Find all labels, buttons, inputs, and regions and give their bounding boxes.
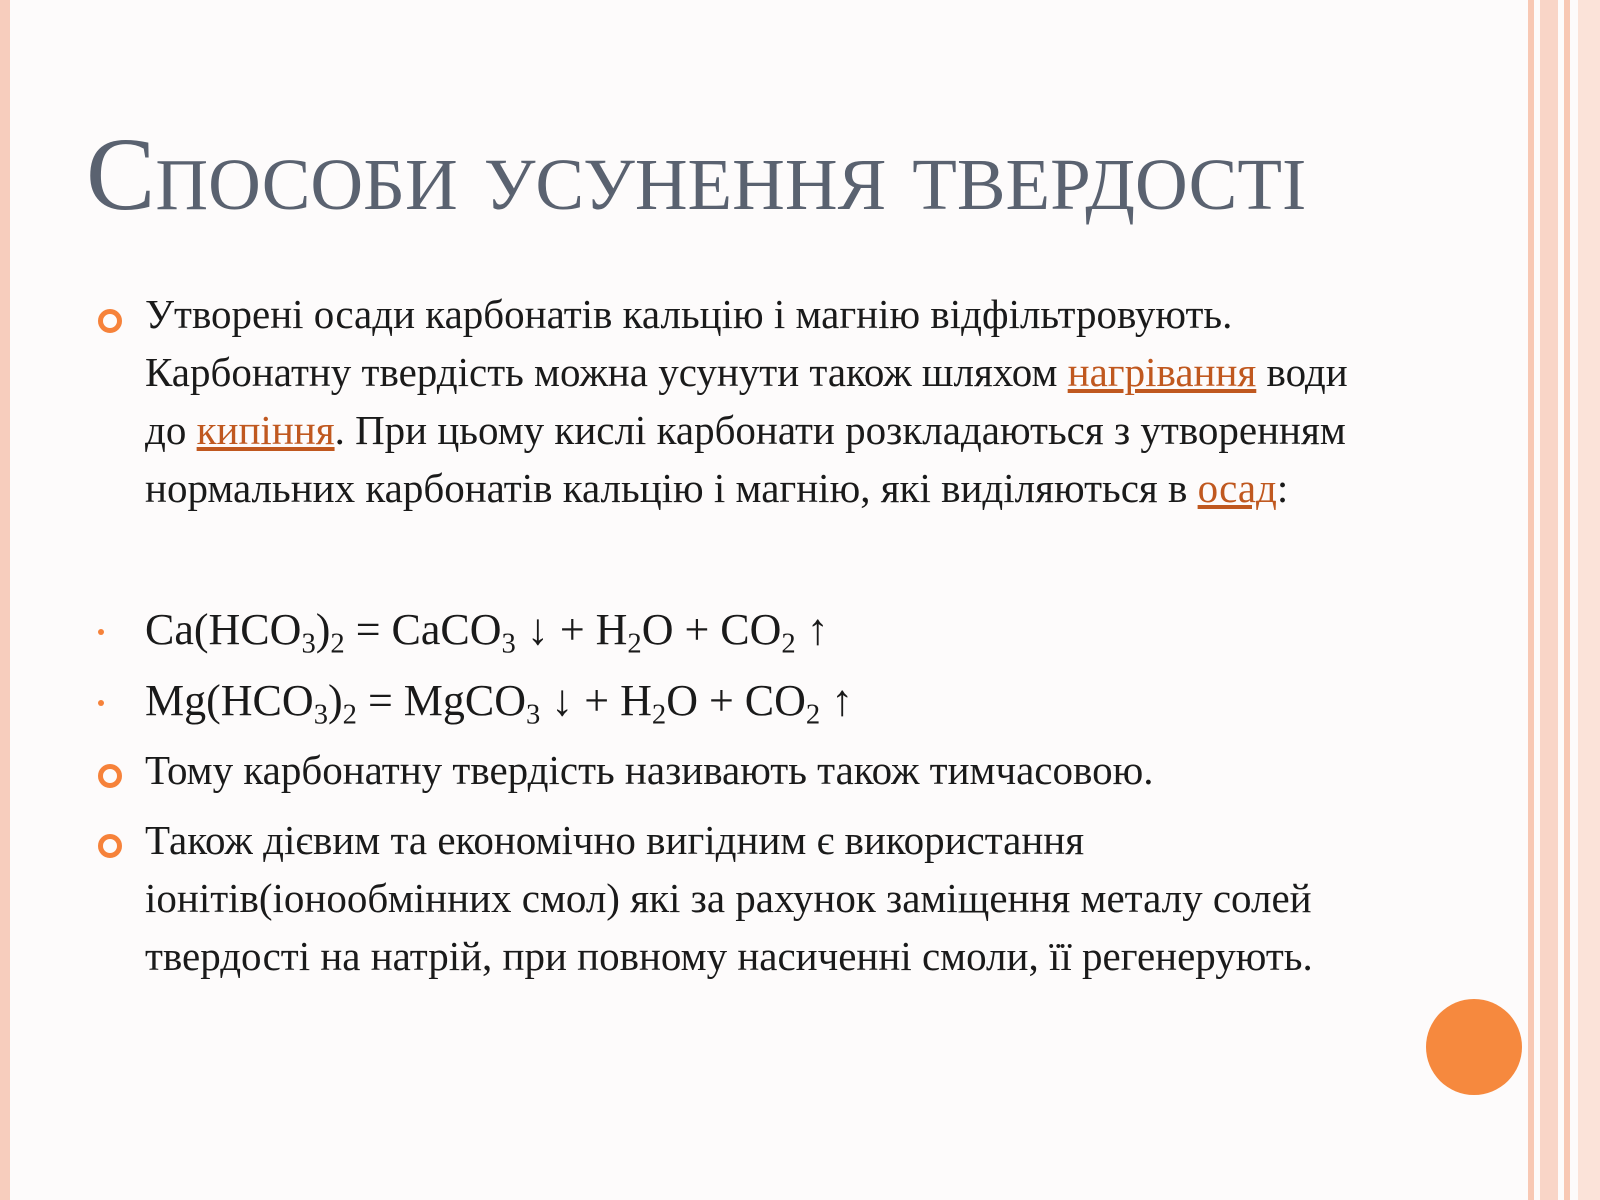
subscript: 2 <box>342 699 357 731</box>
equation-part: ↓ + H <box>540 676 652 725</box>
link-boiling[interactable]: кипіння <box>196 407 335 453</box>
equation-part: = CaCO <box>344 605 502 654</box>
equation-part: ) <box>315 605 331 654</box>
right-border-stripe <box>1540 0 1558 1200</box>
equation-part: ↓ + H <box>515 605 628 654</box>
right-border-stripe <box>1564 0 1570 1200</box>
dot-bullet-icon <box>98 700 104 706</box>
link-sediment[interactable]: осад <box>1197 465 1277 511</box>
bullet-text <box>145 285 1385 517</box>
ring-bullet-icon <box>98 834 122 858</box>
subscript: 2 <box>805 699 821 731</box>
dot-bullet-icon <box>98 629 104 635</box>
equation-part: = MgCO <box>356 676 526 725</box>
bullet-text-part: води до <box>145 349 1348 453</box>
bullet-text-part: Утворені осади карбонатів кальцію і магнію відфільтровують. Карбонатну твердість можна усунути також шляхом <box>145 291 1233 395</box>
left-border-stripe <box>0 0 10 1200</box>
right-border-stripe <box>1528 0 1534 1200</box>
equation-part: O + CO <box>666 676 806 725</box>
bullet-text-part: . При цьому кислі карбонати розкладаються з утворенням нормальних карбонатів кальцію і магнію, які виділяються в <box>145 407 1346 511</box>
subscript: 3 <box>526 699 541 731</box>
subscript: 3 <box>501 628 516 660</box>
equation-part: Ca(HCO <box>145 605 302 654</box>
equation-magnesium <box>145 672 1385 730</box>
bullet-text-part: : <box>1276 465 1289 511</box>
equation-part: Mg(HCO <box>145 676 314 725</box>
subscript: 2 <box>627 628 642 660</box>
equation-part: ↑ <box>820 676 854 725</box>
decorative-circle <box>1426 999 1522 1095</box>
bullet-text: Тому карбонатну твердість називають також тимчасовою. <box>145 747 1154 793</box>
subscript: 2 <box>651 699 667 731</box>
equation-part: O + CO <box>641 605 782 654</box>
slide-title: Способи усунення твердості <box>86 117 1307 232</box>
equation-part: ↑ <box>795 605 829 654</box>
equation-part: ) <box>327 676 343 725</box>
subscript: 2 <box>781 628 796 660</box>
subscript: 2 <box>330 628 345 660</box>
subscript: 3 <box>301 628 316 660</box>
subscript: 3 <box>313 699 328 731</box>
right-border-stripe <box>1578 0 1600 1200</box>
link-heating[interactable]: нагрівання <box>1067 349 1257 395</box>
bullet-text: Також дієвим та економічно вигідним є використання іонітів(іонообмінних смол) які за рахунок заміщення металу солей твердості на натрій, при повному насиченні смоли, її регенерують. <box>145 817 1313 979</box>
ring-bullet-icon <box>98 764 122 788</box>
equation-calcium <box>145 601 1385 659</box>
ring-bullet-icon <box>98 309 122 333</box>
